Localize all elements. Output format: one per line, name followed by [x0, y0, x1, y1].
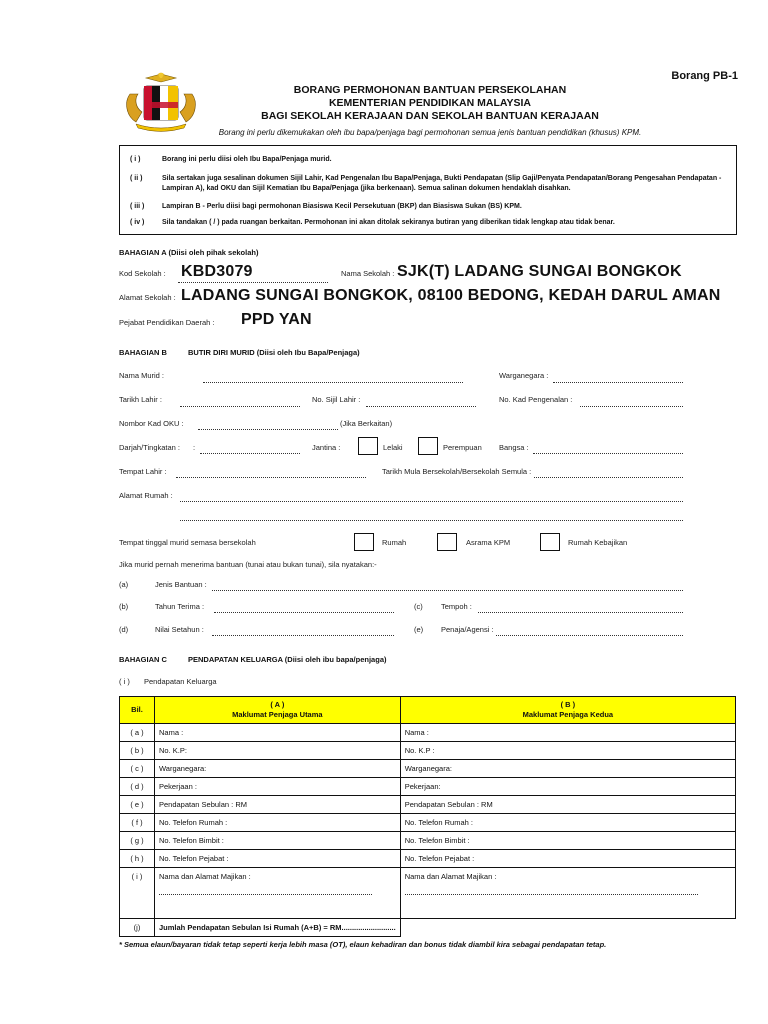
birth-date-label: Tarikh Lahir : — [119, 395, 162, 404]
guardian-b-cell[interactable]: Pendapatan Sebulan : RM — [400, 796, 735, 814]
residence-home-checkbox[interactable] — [354, 533, 374, 551]
guardian-primary-header: ( A ) Maklumat Penjaga Utama — [155, 697, 401, 724]
district-office-label: Pejabat Pendidikan Daerah : — [119, 318, 215, 327]
guardian-a-cell[interactable]: No. Telefon Rumah : — [155, 814, 401, 832]
gender-female-label: Perempuan — [443, 443, 482, 452]
guardian-a-cell[interactable]: Pekerjaan : — [155, 778, 401, 796]
ic-number-label: No. Kad Pengenalan : — [499, 395, 573, 404]
row-number: ( b ) — [120, 742, 155, 760]
aid-year-label: Tahun Terima : — [155, 602, 205, 611]
oku-card-label: Nombor Kad OKU : — [119, 419, 184, 428]
guardian-a-cell[interactable]: No. Telefon Pejabat : — [155, 850, 401, 868]
home-address-field-2[interactable] — [180, 520, 683, 521]
residence-welfare-label: Rumah Kebajikan — [568, 538, 628, 547]
class-label: Darjah/Tingkatan : — [119, 443, 181, 452]
guardian-b-employer-cell[interactable]: Nama dan Alamat Majikan : — [400, 868, 735, 919]
table-row — [120, 868, 736, 919]
citizenship-field[interactable] — [553, 382, 683, 383]
aid-sponsor-field[interactable] — [496, 635, 683, 636]
guardian-a-cell[interactable]: No. K.P: — [155, 742, 401, 760]
family-income-number: ( i ) — [119, 677, 130, 686]
guardian-a-cell[interactable]: No. Telefon Bimbit : — [155, 832, 401, 850]
gender-female-checkbox[interactable] — [418, 437, 438, 455]
school-name-value[interactable]: SJK(T) LADANG SUNGAI BONGKOK — [397, 263, 682, 280]
school-name-label: Nama Sekolah : — [341, 269, 395, 278]
aid-item-number: (d) — [119, 625, 129, 634]
aid-year-field[interactable] — [214, 612, 394, 613]
empty-cell — [400, 919, 735, 937]
school-address-label: Alamat Sekolah : — [119, 293, 176, 302]
aid-type-label: Jenis Bantuan : — [155, 580, 207, 589]
residence-home-label: Rumah — [382, 538, 407, 547]
table-row — [120, 850, 736, 868]
aid-item-number: (a) — [119, 580, 129, 589]
bil-header: Bil. — [120, 697, 155, 724]
table-total-row — [120, 919, 736, 937]
row-number: ( g ) — [120, 832, 155, 850]
row-number: ( a ) — [120, 724, 155, 742]
residence-welfare-checkbox[interactable] — [540, 533, 560, 551]
home-address-field-1[interactable] — [180, 501, 683, 502]
aid-item-number: (e) — [414, 625, 424, 634]
row-number: ( e ) — [120, 796, 155, 814]
guardian-a-cell[interactable]: Nama : — [155, 724, 401, 742]
aid-duration-field[interactable] — [478, 612, 683, 613]
form-code: Borang PB-1 — [671, 70, 738, 82]
form-title-line3: BAGI SEKOLAH KERAJAAN DAN SEKOLAH BANTUAN KERAJAAN — [261, 110, 599, 122]
row-number: ( c ) — [120, 760, 155, 778]
table-row — [120, 832, 736, 850]
row-number: ( d ) — [120, 778, 155, 796]
class-colon: : — [193, 443, 196, 452]
instructions-box: ( i ) Borang ini perlu diisi oleh Ibu Bapa/Penjaga murid. ( ii ) Sila sertakan juga sesalinan dokumen Sijil Lahir, Kad Pengenalan Ibu Bapa/Penjaga, Bukti Pendapatan (Slip Gaji/Penyata Pendapatan/Borang Pengesahan Pendapatan - Lampiran A), kad OKU dan Sijil Kematian Ibu Bapa/Penjaga (jika berkenaan). Semua salinan dokumen hendaklah disahkan. ( iii ) Lampiran B - Perlu diisi bagi permohonan Biasiswa Kecil Persekutuan (BKP) dan Biasiswa Sukan (BS) KPM. ( iv ) Sila tandakan ( / ) pada ruangan berkaitan. Permohonan ini akan ditolak sekiranya butiran yang diberikan tidak lengkap atau tidak benar. — [119, 145, 737, 235]
school-start-label: Tarikh Mula Bersekolah/Bersekolah Semula : — [382, 467, 532, 476]
birth-cert-field[interactable] — [366, 406, 476, 407]
table-row — [120, 724, 736, 742]
table-row — [120, 742, 736, 760]
school-address-value[interactable]: LADANG SUNGAI BONGKOK, 08100 BEDONG, KEDAH DARUL AMAN — [181, 287, 721, 304]
oku-card-field[interactable] — [198, 429, 338, 430]
guardian-b-cell[interactable]: Warganegara: — [400, 760, 735, 778]
row-number: (j) — [120, 919, 155, 937]
gender-male-checkbox[interactable] — [358, 437, 378, 455]
race-field[interactable] — [533, 453, 683, 454]
guardian-secondary-header: ( B ) Maklumat Penjaga Kedua — [400, 697, 735, 724]
guardian-a-cell[interactable]: Warganegara: — [155, 760, 401, 778]
aid-value-label: Nilai Setahun : — [155, 625, 204, 634]
guardian-b-cell[interactable]: No. Telefon Pejabat : — [400, 850, 735, 868]
school-start-field[interactable] — [534, 477, 683, 478]
guardian-a-employer-cell[interactable]: Nama dan Alamat Majikan : — [155, 868, 401, 919]
guardian-a-cell[interactable]: Pendapatan Sebulan : RM — [155, 796, 401, 814]
form-header-note: Borang ini perlu dikemukakan oleh ibu bapa/penjaga bagi permohonan semua jenis bantuan pendidikan (khusus) KPM. — [218, 128, 642, 137]
section-b-title: BAHAGIAN B — [119, 348, 167, 357]
school-code-value[interactable]: KBD3079 — [181, 263, 253, 280]
row-number: ( i ) — [120, 868, 155, 919]
birth-date-field[interactable] — [180, 406, 300, 407]
residence-label: Tempat tinggal murid semasa bersekolah — [119, 538, 256, 547]
residence-hostel-checkbox[interactable] — [437, 533, 457, 551]
gender-label: Jantina : — [312, 443, 341, 452]
family-income-label: Pendapatan Keluarga — [144, 677, 217, 686]
form-title-line1: BORANG PERMOHONAN BANTUAN PERSEKOLAHAN — [293, 84, 567, 96]
section-b-subtitle: BUTIR DIRI MURID (Diisi oleh Ibu Bapa/Penjaga) — [188, 348, 360, 357]
aid-item-number: (c) — [414, 602, 423, 611]
gender-male-label: Lelaki — [383, 443, 403, 452]
school-code-line — [178, 282, 328, 283]
ic-number-field[interactable] — [580, 406, 683, 407]
table-row — [120, 796, 736, 814]
aid-type-field[interactable] — [212, 590, 683, 591]
family-income-table — [119, 696, 736, 937]
guardian-b-cell[interactable]: No. K.P : — [400, 742, 735, 760]
birth-place-field[interactable] — [176, 477, 366, 478]
table-row — [120, 814, 736, 832]
aid-duration-label: Tempoh : — [441, 602, 472, 611]
section-c-subtitle: PENDAPATAN KELUARGA (Diisi oleh ibu bapa/penjaga) — [188, 655, 387, 664]
malaysia-coat-of-arms-icon — [122, 72, 200, 134]
home-address-label: Alamat Rumah : — [119, 491, 173, 500]
table-header-row — [120, 697, 736, 724]
citizenship-label: Warganegara : — [499, 371, 549, 380]
student-name-label: Nama Murid : — [119, 371, 165, 380]
row-number: ( h ) — [120, 850, 155, 868]
form-title-line2: KEMENTERIAN PENDIDIKAN MALAYSIA — [328, 97, 532, 109]
race-label: Bangsa : — [499, 443, 529, 452]
guardian-b-cell[interactable]: Pekerjaan: — [400, 778, 735, 796]
birth-place-label: Tempat Lahir : — [119, 467, 167, 476]
section-a-title: BAHAGIAN A (Diisi oleh pihak sekolah) — [119, 248, 259, 257]
row-number: ( f ) — [120, 814, 155, 832]
household-income-total[interactable]: Jumlah Pendapatan Sebulan Isi Rumah (A+B) = RM.......................... — [155, 919, 401, 937]
guardian-b-cell[interactable]: No. Telefon Bimbit : — [400, 832, 735, 850]
income-footnote: * Semua elaun/bayaran tidak tetap seperti kerja lebih masa (OT), elaun kehadiran dan bonus tidak diambil kira sebagai pendapatan tetap. — [119, 940, 607, 949]
table-row — [120, 760, 736, 778]
aid-history-note: Jika murid pernah menerima bantuan (tunai atau bukan tunai), sila nyatakan:- — [119, 560, 377, 569]
guardian-b-cell[interactable]: Nama : — [400, 724, 735, 742]
aid-value-field[interactable] — [212, 635, 394, 636]
if-applicable-note: (Jika Berkaitan) — [340, 419, 393, 428]
district-office-value[interactable]: PPD YAN — [241, 311, 312, 328]
school-code-label: Kod Sekolah : — [119, 269, 166, 278]
section-c-title: BAHAGIAN C — [119, 655, 167, 664]
student-name-field[interactable] — [203, 382, 463, 383]
class-field[interactable] — [200, 453, 300, 454]
residence-hostel-label: Asrama KPM — [466, 538, 511, 547]
aid-item-number: (b) — [119, 602, 129, 611]
guardian-b-cell[interactable]: No. Telefon Rumah : — [400, 814, 735, 832]
table-row — [120, 778, 736, 796]
birth-cert-label: No. Sijil Lahir : — [312, 395, 361, 404]
aid-sponsor-label: Penaja/Agensi : — [441, 625, 494, 634]
